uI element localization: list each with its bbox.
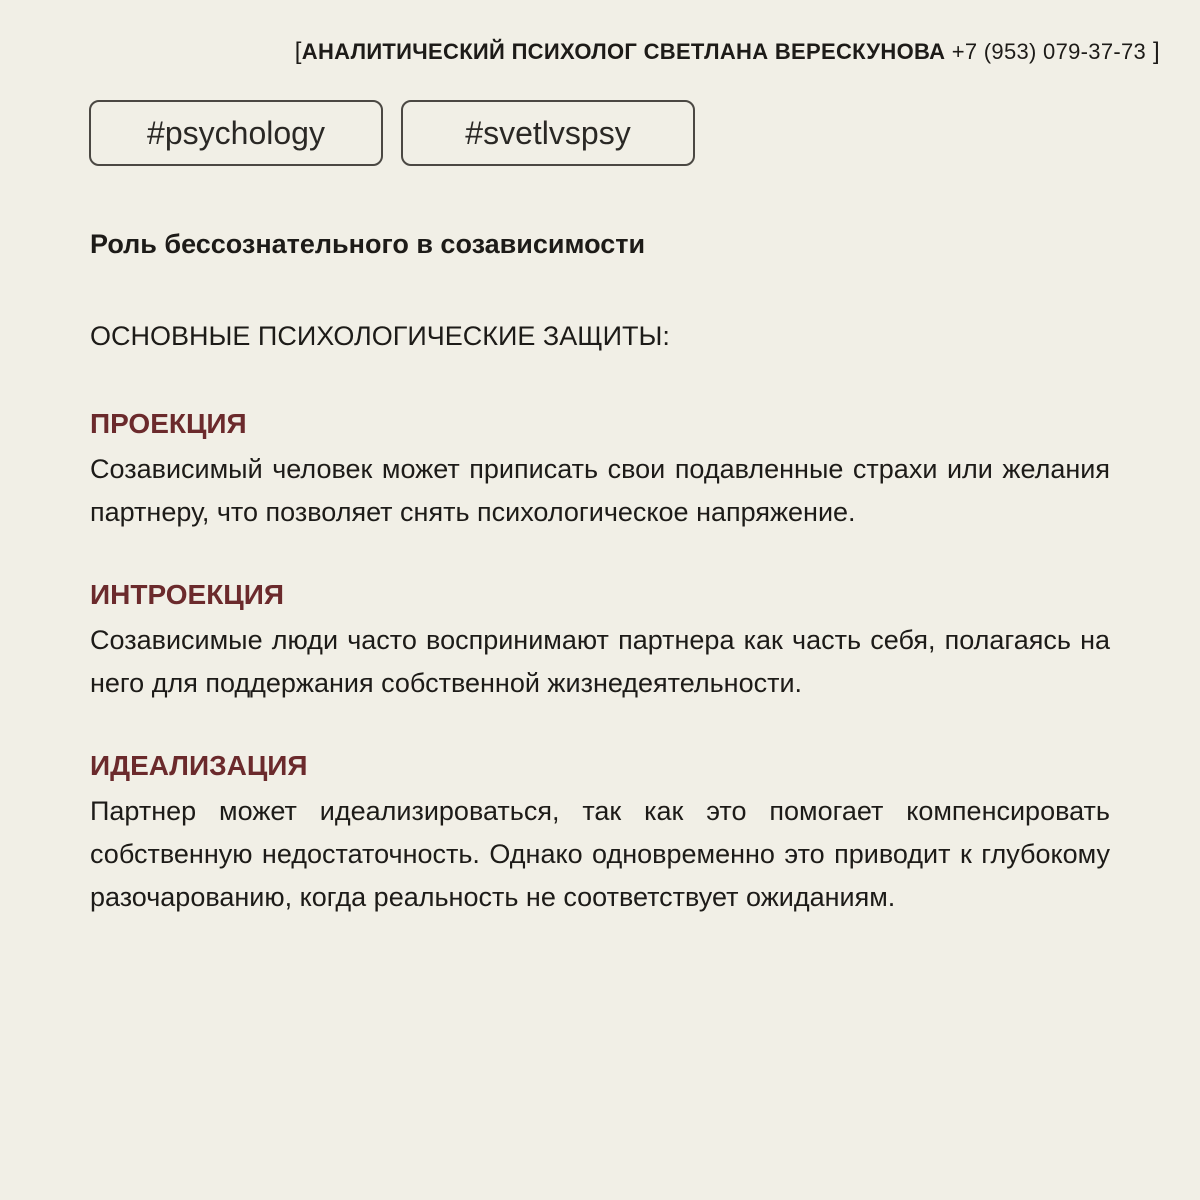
post-content (90, 226, 1110, 962)
post-title: Роль бессознательного в созависимости (90, 229, 646, 259)
author-name: АНАЛИТИЧЕСКИЙ ПСИХОЛОГ СВЕТЛАНА ВЕРЕСКУНОВА (301, 39, 946, 64)
post-subtitle: ОСНОВНЫЕ ПСИХОЛОГИЧЕСКИЕ ЗАЩИТЫ: (90, 321, 670, 351)
section-projection (90, 406, 1110, 534)
header-bracket-open: [ (294, 38, 302, 65)
hashtag-svetlvspsy[interactable]: #svetlvspsy (401, 100, 695, 166)
author-phone: +7 (953) 079-37-73 (945, 39, 1147, 64)
hashtag-psychology[interactable]: #psychology (89, 100, 383, 166)
section-body: Созависимый человек может приписать свои подавленные страхи или желания партнеру, что позволяет снять психологическое напряжение. (90, 454, 1110, 527)
section-heading: ИНТРОЕКЦИЯ (90, 579, 285, 610)
hashtag-row (89, 100, 695, 166)
header-bracket-close: ] (1146, 38, 1160, 65)
section-heading: ПРОЕКЦИЯ (90, 408, 247, 439)
section-body: Созависимые люди часто воспринимают партнера как часть себя, полагаясь на него для поддержания собственной жизнедеятельности. (90, 625, 1110, 698)
author-header (295, 38, 1160, 66)
section-introjection (90, 577, 1110, 705)
section-idealization (90, 748, 1110, 919)
section-body: Партнер может идеализироваться, так как это помогает компенсировать собственную недостаточность. Однако одновременно это приводит к глубокому разочарованию, когда реальность не соответствует ожиданиям. (90, 796, 1110, 912)
section-heading: ИДЕАЛИЗАЦИЯ (90, 750, 308, 781)
